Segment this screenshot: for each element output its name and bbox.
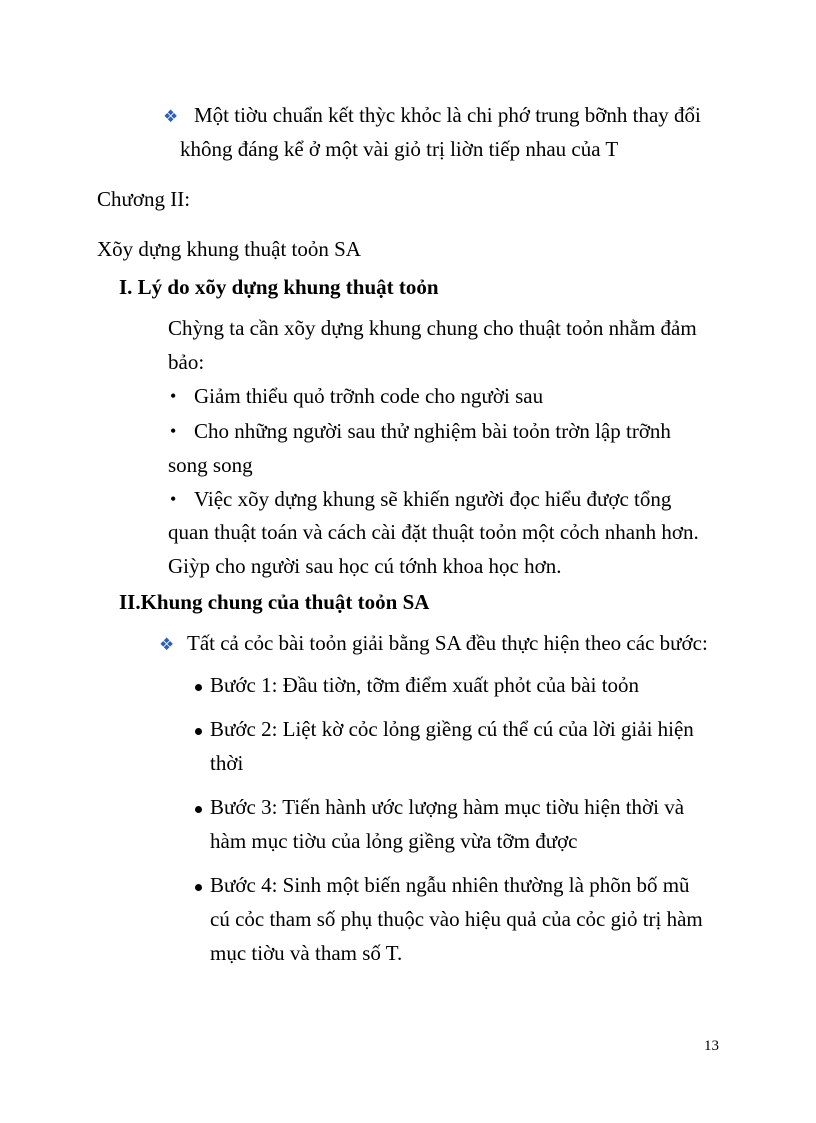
diamond-bullet-icon: ❖ [159,635,175,654]
section-1-bullet-3-line-2: quan thuật toán và cách cài đặt thuật toỏn một cỏch nhanh hơn. [168,520,699,544]
step-1-line-1: Bước 1: Đầu tiờn, tỡm điểm xuất phỏt của bài toỏn [210,673,640,697]
intro-line-1: Một tiờu chuẩn kết thỳc khỏc là chi phớ trung bỡnh thay đổi [194,103,701,127]
step-4-line-3: mục tiờu và tham số T. [210,941,403,965]
step-3-line-1: Bước 3: Tiến hành ước lượng hàm mục tiờu hiện thời và [210,795,685,819]
intro-line-2: không đáng kể ở một vài giỏ trị liờn tiếp nhau của T [180,137,619,161]
section-2-heading: II.Khung chung của thuật toỏn SA [119,590,430,614]
bullet-icon: • [170,489,177,509]
section-1-bullet-3-line-3: Giỳp cho người sau học cú tớnh khoa học hơn. [168,554,562,578]
step-3-line-2: hàm mục tiờu của lỏng giềng vừa tỡm được [210,829,578,853]
step-4-line-2: cú cỏc tham số phụ thuộc vào hiệu quả của cỏc giỏ trị hàm [210,907,703,931]
section-1-bullet-1: Giảm thiểu quỏ trỡnh code cho người sau [194,384,544,408]
step-bullet-icon [195,684,202,691]
section-1-bullet-2-line-2: song song [168,453,253,477]
step-2-line-1: Bước 2: Liệt kờ cỏc lỏng giềng cú thể cú của lời giải hiện [210,717,694,741]
section-1-bullet-2-line-1: Cho những người sau thử nghiệm bài toỏn trờn lập trỡnh [194,419,671,443]
step-2-line-2: thời [210,751,244,775]
bullet-icon: • [170,421,177,441]
page-number: 13 [704,1038,719,1054]
bullet-icon: • [170,386,177,406]
step-bullet-icon [195,806,202,813]
step-4-line-1: Bước 4: Sinh một biến ngẫu nhiên thường là phõn bố mũ [210,873,690,897]
chapter-title: Xõy dựng khung thuật toỏn SA [97,237,361,261]
chapter-label: Chương II: [97,187,191,211]
section-1-para-line-2: bảo: [168,350,205,374]
step-bullet-icon [195,884,202,891]
step-bullet-icon [195,728,202,735]
section-1-heading: I. Lý do xõy dựng khung thuật toỏn [119,275,439,299]
section-1-bullet-3-line-1: Việc xõy dựng khung sẽ khiến người đọc hiểu được tổng [194,487,672,511]
diamond-bullet-icon: ❖ [163,107,179,126]
section-2-intro: Tất cả cỏc bài toỏn giải bằng SA đều thực hiện theo các bước: [187,631,708,655]
section-1-para-line-1: Chỳng ta cần xõy dựng khung chung cho thuật toỏn nhằm đảm [168,316,697,340]
